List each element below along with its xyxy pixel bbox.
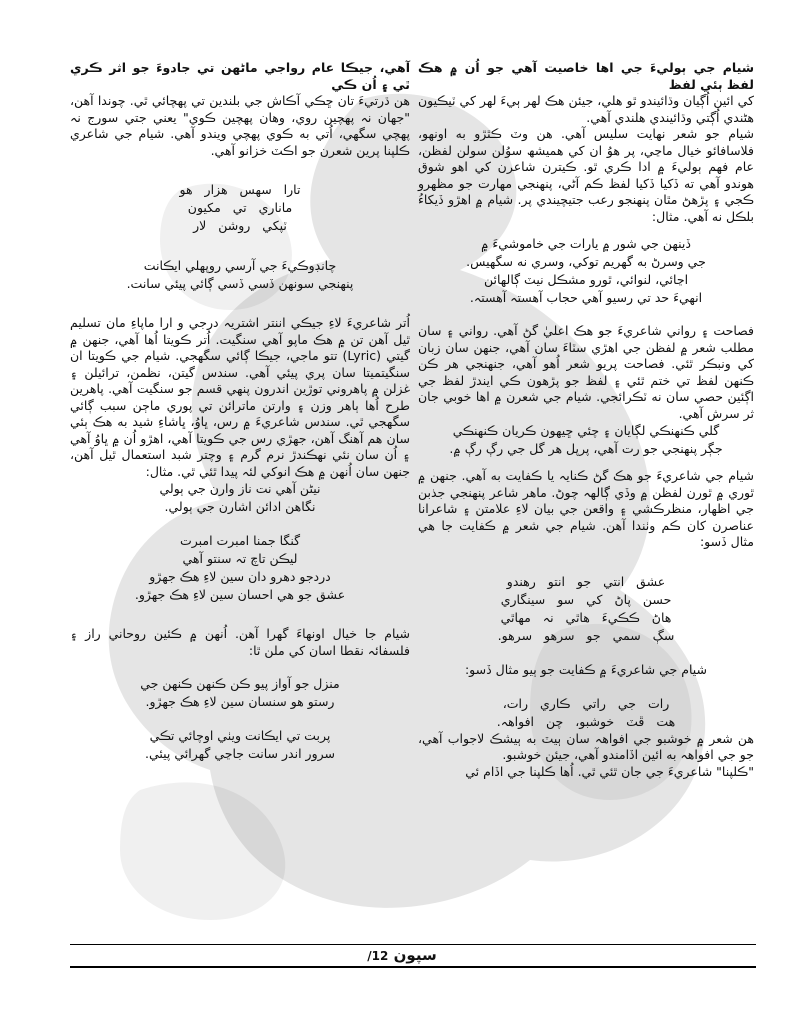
verse-line: هاڻ ڪڪيءَ هاٿي نہ مهاٿي: [500, 609, 672, 625]
verse-line: پربت تي ايڪانت ويٺي اوچائي تڪي: [149, 728, 331, 743]
paragraph: "ڪلپنا" شاعريءَ جي جان ٿئي ٿي. اُها ڪلپنا جي اڏام ئي: [465, 763, 754, 779]
verse-line: نيڻن آهي نت ناز وارن جي ٻولي: [159, 481, 321, 496]
paragraph: هن شعر ۾ خوشبو جي افواهہ سان ٻيٽ به ٻيشڪ لاجواب آهي، جو جي افواهہ به ائين اڏامندو آهي، جيئن خوشبو.: [418, 730, 754, 762]
paragraph: اُتر شاعريءَ لاءِ جيڪي اننتر اشتريہ درجي و ارا ماپاءِ مان تسليم ٿيل آهن تن ۾ هڪ ماپو آهي سنگيت. اُتر ڪويتا اُها آهي، جنهن ۾ گيتي (Lyric) تتو ماجي، جيڪا ڳائي سگهجي. شيام جي ڪويتا ان سنگيتميتا سان پري پيئي آهي. سندس گيتن، نظمن، ترائيلن ۽ غزلن ۾ پاهروني توڙين اندرون پنهي قسم جو سنگيت آهي. پاهرين طرح اُها ٻاهر وزن ۽ وارتن ماترائن تي پوري ماڄن سبب ڳائي سگهجي ٿي. سندس شاعريءَ ۾ رس، ڀاوُ، ڀاشاءِ شيد به هڪ ٻئي سان هم آهنگ آهن، جهڙي رس جي ڪويتا آهي، اهڙو اُن ۾ ڀاوُ آهي ۽ اُن سان نئي نهڪندڙ نرم گرم ۽ وچتر شبد استعمال ٿيل آهن، جنهن سان اُنهن ۾ هڪ انوکي لئہ پيدا ٿئي ٿي. مثال:: [70, 315, 410, 479]
verse-line: عشق جو هي احسان سين لاءِ هڪ جهڙو.: [134, 587, 346, 602]
right-column-heading: شيام جي ٻوليءَ جي اها خاصيت آهي جو اُن ۾ هڪ لفظ ٻئي لفظ: [418, 60, 754, 92]
page-number: 12/: [367, 949, 389, 963]
paragraph: کي ائين اُڳيان وڌائيندو ٿو هلي، جيئن هڪ لهر ٻيءَ لهر کي ٽيڪيون هڻندي اُڳتي وڌائيندي هلندي آهي.: [418, 93, 754, 125]
verse-line: رستو هو سنسان سين لاءِ هڪ جهڙو.: [145, 694, 335, 709]
verse-line: هت ڦٽ خوشبو، چن افواهہ.: [496, 713, 676, 729]
footer-divider: [70, 944, 756, 945]
left-column-heading: آهي، جيڪا عام رواجي ماڻهن تي جادوءَ جو اثر ڪري ٿي ۽ اُن ڪي: [70, 60, 410, 92]
verse-line: گنگا جمنا امبرت امبرت: [179, 533, 301, 548]
footer-divider: [70, 966, 756, 968]
verse-line: جڳر پنهنجي جو رت آهي، پرپل هر گل جي رڳ رڳ ۾.: [449, 441, 723, 456]
verse-line: انهيءَ حد تي رسيو آهي حجاب آهستہ آهستہ.: [469, 290, 703, 305]
verse-line: منزل جو آواز پيو ڪن ڪنهن ڪنهن جي: [140, 676, 340, 691]
verse-line: دردجو دهرو دان سين لاءِ هڪ جهڙو: [149, 569, 331, 584]
paragraph: شيام جو شعر نهايت سليس آهي. هن وٽ ڪٿڙو به اونهو، فلاسافائو خيال ماڃي، پر هوُ ان کي هميشھ سوُلن سولن لفظن، عام فهم ٻوليءَ ۾ ادا ڪري ٿو. ڪيترن شاعرن کي اهو شوق هوندو آهي ته ڏکيا ڏکيا لفظ ڪم آڻي، پنهنجي مهارت جو مظهرو ڪجي ۽ پڙهڻ مٿان پنهنجو رعب جتيچيندي پر. شيام ۾ اهڙو ڏيکاءُ بلڪل نه آهي. مثال:: [418, 126, 754, 224]
left-column: [70, 60, 410, 763]
verse-line: سڳ سمي جو سرهو سرهو.: [497, 627, 675, 643]
paragraph: فصاحت ۽ رواني شاعريءَ جو هڪ اعليٰ گڻ آهي. رواني ۽ سان مطلب شعر ۾ لفظن جي اهڙي سٽاءَ سان آهي، جنهن سان زبان کي ونبڪر ٿئي. فصاحت پريو شعر اُهو آهي، جنهنجي هر ڪن ڪنهن لفظ تي ختم ٿئي ۽ لفظ جو پڙهون ڪي ايندڙ لفظ جي اڳئين حصي سان نه ٽڪرائجي. شيام جي شعرن ۾ اها خوبي جان ثر سرش آهي.: [418, 323, 754, 421]
paragraph: شيام جا خيال اونهاءَ گهرا آهن. اُنهن ۾ ڪئين روحاني راز ۽ فلسفائہ نقطا اسان کي ملن ٿا:: [70, 626, 410, 658]
verse-line: چانڊوڪيءَ جي آرسي روپهلي ايڪانت: [143, 258, 337, 273]
verse-line: سرور اندر سانت جاڃي گهرائي پيئي.: [145, 746, 335, 761]
verse-line: عشق انتي جو انتو رهندو: [506, 573, 666, 589]
verse-line: اڃائي، لنوائي، ٿورو مشڪل نيٽ ڳالهائن: [483, 272, 689, 287]
verse-line: پنهنجي سونهن ڏسي ڏسي ڳائي پيئي سانت.: [126, 276, 354, 291]
magazine-name: سپون: [393, 946, 437, 964]
verse-line: ليڪن تاچ تہ سنتو آهي: [182, 551, 298, 566]
verse-line: حسن پاڻ کي سو سينگاري: [500, 591, 672, 607]
verse-line: جي وسرڻ به گهريم توکي، وسري نه سگهيس.: [466, 254, 706, 269]
page-footer: [0, 946, 800, 964]
verse-line: ٽپکي روشن لار: [193, 218, 287, 233]
example-label: شيام جي شاعريءَ ۾ ڪفايت جو ٻيو مثال ڏسو:: [464, 661, 708, 677]
paragraph: شيام جي شاعريءَ جو هڪ گڻ ڪنايہ يا ڪفايت به آهي. جنهن ۾ ٿوري ۾ ٿورن لفظن ۾ وڏي ڳالهہ چوڻ. ماهر شاعر پنهنجي جذبن جي اظهار، منظرڪشي ۽ واقعن جي بيان لاءِ علامتن ۽ شاعرانا عناصرن کان ڪم وٺندا آهن. شيام جي شعر ۾ ڪفايت جا هي مثال ڏسو:: [418, 468, 754, 549]
verse-line: ماناري تي مکيون: [187, 200, 293, 215]
paragraph: هن ڌرتيءَ تان ڇڪي آڪاش جي بلندين تي پهچائي ٿي. چوندا آهن، "جهان نہ پهچين روي، وهان پهچين ڪوي" يعني جتي سورج نہ پهچي سگهي، اُتي به ڪوي پهچي ويندو آهي. شيام جي شاعري ڪلپنا پرين شعرن جو اڪٽ خزانو آهي.: [70, 93, 410, 158]
verse-line: ڏينهن جي شور ۾ يارات جي خاموشيءَ ۾: [481, 236, 691, 251]
verse-line: تارا سهس هزار هو: [179, 182, 301, 197]
verse-line: گلي ڪنهنڪي لڳايان ۽ چئي ڇيهون ڪريان ڪنهنڪي: [452, 423, 720, 438]
right-column: [418, 60, 754, 780]
verse-line: رات جي راتي ڪاري رات،: [502, 695, 670, 711]
verse-line: نگاهن ادائن اشارن جي ٻولي.: [164, 499, 316, 514]
